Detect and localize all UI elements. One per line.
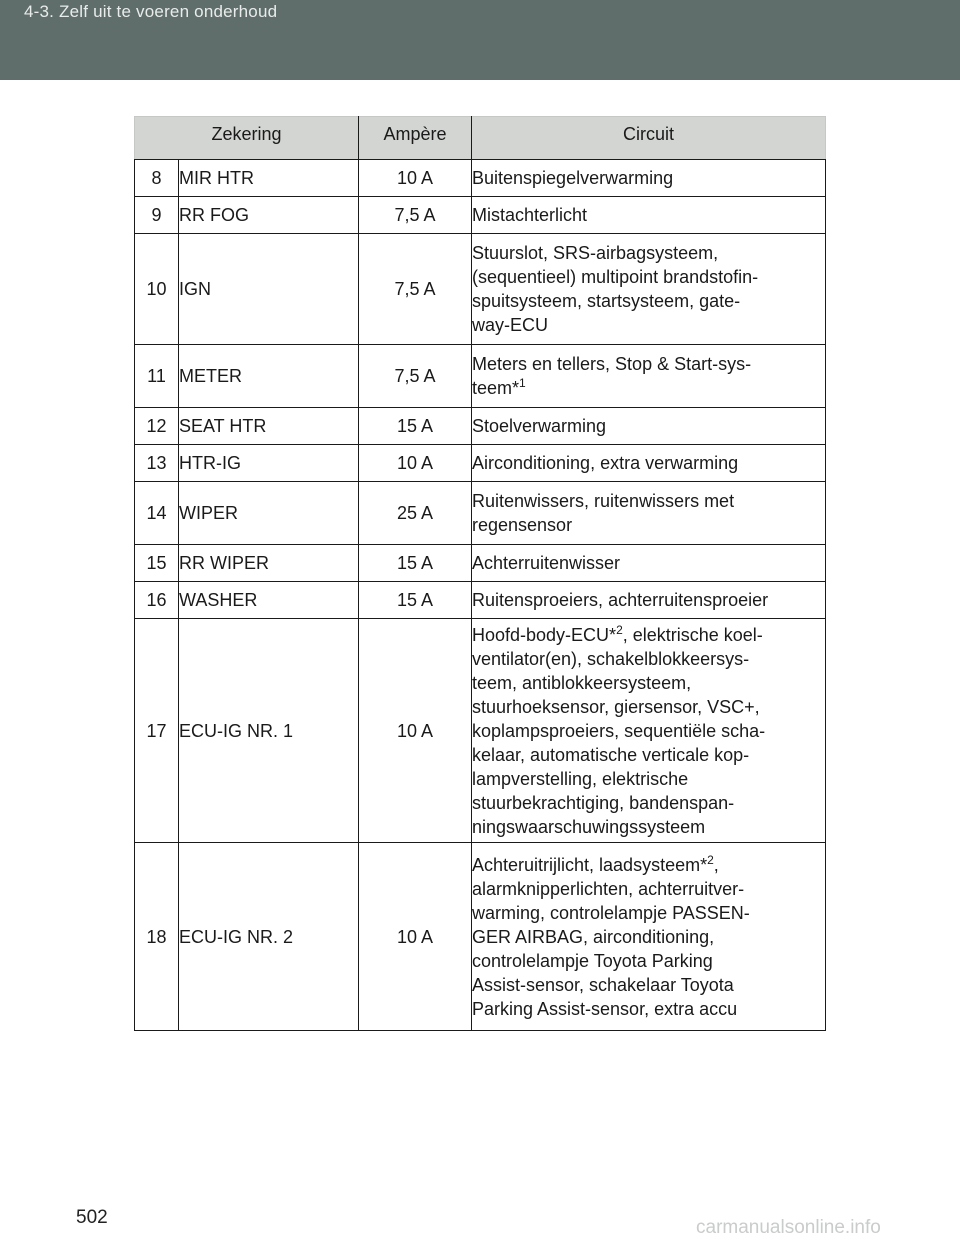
table-row: [135, 619, 826, 843]
circuit-line: [472, 489, 825, 513]
fuse-name: WIPER: [179, 482, 359, 545]
circuit-text: kelaar, automatische verticale kop-: [472, 744, 750, 765]
fuse-amperage: 15 A: [359, 582, 472, 619]
footnote-marker: 1: [519, 376, 526, 390]
circuit-text: (sequentieel) multipoint brandstofin-: [472, 267, 759, 287]
fuse-circuit: [472, 482, 826, 545]
fuse-circuit: [472, 619, 826, 843]
circuit-line: [472, 815, 825, 839]
circuit-line: [472, 551, 825, 575]
fuse-name: ECU-IG NR. 1: [179, 619, 359, 843]
circuit-line: [472, 203, 825, 227]
circuit-text: lampverstelling, elektrische: [472, 768, 689, 789]
fuse-circuit: [472, 345, 826, 408]
fuse-name: HTR-IG: [179, 445, 359, 482]
table-row: [135, 445, 826, 482]
circuit-text: ventilator(en), schakelblokkeersys-: [472, 648, 750, 669]
fuse-number: 12: [135, 408, 179, 445]
circuit-line: [472, 877, 825, 901]
fuse-number: 14: [135, 482, 179, 545]
circuit-line: [472, 743, 825, 767]
fuse-name: ECU-IG NR. 2: [179, 843, 359, 1031]
circuit-line: [472, 973, 825, 997]
fuse-circuit: [472, 234, 826, 345]
table-row: [135, 197, 826, 234]
circuit-text: regensensor: [472, 515, 573, 535]
table-row: [135, 160, 826, 197]
circuit-text: Stoelverwarming: [472, 416, 607, 436]
fuse-amperage: 10 A: [359, 619, 472, 843]
circuit-line: [472, 588, 825, 612]
fuse-amperage: 7,5 A: [359, 234, 472, 345]
table-body: [135, 160, 826, 1031]
table-row: [135, 582, 826, 619]
column-header-circuit: Circuit: [472, 117, 826, 160]
fuse-number: 10: [135, 234, 179, 345]
page-number: 502: [76, 1207, 108, 1228]
circuit-line: [472, 791, 825, 815]
column-header-zekering: Zekering: [135, 117, 359, 160]
fuse-amperage: 10 A: [359, 445, 472, 482]
fuse-number: 17: [135, 619, 179, 843]
fuse-amperage: 15 A: [359, 545, 472, 582]
circuit-text: way-ECU: [472, 315, 549, 335]
fuse-name: WASHER: [179, 582, 359, 619]
fuse-name: METER: [179, 345, 359, 408]
circuit-text: Assist-sensor, schakelaar Toyota: [472, 974, 734, 995]
table-row: [135, 345, 826, 408]
footnote-marker: 2: [707, 852, 714, 867]
circuit-line: [472, 376, 825, 400]
table-row: [135, 482, 826, 545]
column-header-ampere: Ampère: [359, 117, 472, 160]
circuit-text: Ruitenwissers, ruitenwissers met: [472, 491, 735, 511]
circuit-line: [472, 623, 825, 647]
fuse-number: 9: [135, 197, 179, 234]
circuit-line: [472, 451, 825, 475]
fuse-name: SEAT HTR: [179, 408, 359, 445]
footnote-marker: 2: [616, 622, 623, 637]
fuse-number: 11: [135, 345, 179, 408]
circuit-text: controlelampje Toyota Parking: [472, 950, 713, 971]
circuit-text: ningswaarschuwingssysteem: [472, 816, 706, 837]
circuit-line: [472, 265, 825, 289]
fuse-table: [134, 116, 826, 1031]
circuit-line: [472, 719, 825, 743]
circuit-line: [472, 949, 825, 973]
circuit-text: Buitenspiegelverwarming: [472, 168, 674, 188]
table-header-row: [135, 117, 826, 160]
circuit-line: [472, 289, 825, 313]
circuit-text: Airconditioning, extra verwarming: [472, 453, 739, 473]
circuit-line: [472, 513, 825, 537]
fuse-number: 16: [135, 582, 179, 619]
watermark: carmanualsonline.info: [696, 1217, 881, 1238]
circuit-text: alarmknipperlichten, achterruitver-: [472, 878, 745, 899]
fuse-amperage: 7,5 A: [359, 345, 472, 408]
fuse-circuit: [472, 408, 826, 445]
fuse-amperage: 10 A: [359, 843, 472, 1031]
circuit-line: [472, 767, 825, 791]
circuit-text: koplampsproeiers, sequentiële scha-: [472, 720, 766, 741]
circuit-line: [472, 414, 825, 438]
fuse-number: 8: [135, 160, 179, 197]
fuse-number: 13: [135, 445, 179, 482]
circuit-text: Meters en tellers, Stop & Start-sys-: [472, 354, 752, 374]
circuit-text: stuurbekrachtiging, bandenspan-: [472, 792, 735, 813]
circuit-text-tail: ,: [713, 854, 719, 875]
fuse-circuit: [472, 445, 826, 482]
page-header: [0, 0, 960, 80]
circuit-line: [472, 853, 825, 877]
table-row: [135, 408, 826, 445]
circuit-line: [472, 997, 825, 1021]
circuit-line: [472, 901, 825, 925]
circuit-line: [472, 313, 825, 337]
section-title: 4-3. Zelf uit te voeren onderhoud: [24, 2, 278, 21]
circuit-text: spuitsysteem, startsysteem, gate-: [472, 291, 741, 311]
circuit-line: [472, 241, 825, 265]
table-row: [135, 843, 826, 1031]
fuse-circuit: [472, 197, 826, 234]
fuse-amperage: 7,5 A: [359, 197, 472, 234]
fuse-name: IGN: [179, 234, 359, 345]
circuit-text: teem*: [472, 378, 520, 398]
fuse-number: 18: [135, 843, 179, 1031]
circuit-line: [472, 925, 825, 949]
fuse-name: RR FOG: [179, 197, 359, 234]
fuse-circuit: [472, 545, 826, 582]
fuse-circuit: [472, 582, 826, 619]
circuit-text: Ruitensproeiers, achterruitensproeier: [472, 590, 769, 610]
circuit-line: [472, 671, 825, 695]
circuit-text: teem, antiblokkeersysteem,: [472, 672, 692, 693]
fuse-amperage: 15 A: [359, 408, 472, 445]
fuse-number: 15: [135, 545, 179, 582]
table-row: [135, 234, 826, 345]
circuit-text: Stuurslot, SRS-airbagsysteem,: [472, 243, 719, 263]
circuit-text: Achteruitrijlicht, laadsysteem*: [472, 854, 708, 875]
circuit-text: Hoofd-body-ECU*: [472, 624, 617, 645]
fuse-amperage: 10 A: [359, 160, 472, 197]
fuse-name: RR WIPER: [179, 545, 359, 582]
circuit-text: Achterruitenwisser: [472, 553, 621, 573]
circuit-line: [472, 647, 825, 671]
fuse-amperage: 25 A: [359, 482, 472, 545]
circuit-line: [472, 352, 825, 376]
circuit-text: GER AIRBAG, airconditioning,: [472, 926, 715, 947]
fuse-circuit: [472, 160, 826, 197]
circuit-text: Mistachterlicht: [472, 205, 588, 225]
circuit-text-tail: , elektrische koel-: [622, 624, 763, 645]
fuse-circuit: [472, 843, 826, 1031]
circuit-text: warming, controlelampje PASSEN-: [472, 902, 750, 923]
fuse-name: MIR HTR: [179, 160, 359, 197]
table-row: [135, 545, 826, 582]
circuit-line: [472, 695, 825, 719]
circuit-text: stuurhoeksensor, giersensor, VSC+,: [472, 696, 760, 717]
circuit-text: Parking Assist-sensor, extra accu: [472, 998, 738, 1019]
circuit-line: [472, 166, 825, 190]
